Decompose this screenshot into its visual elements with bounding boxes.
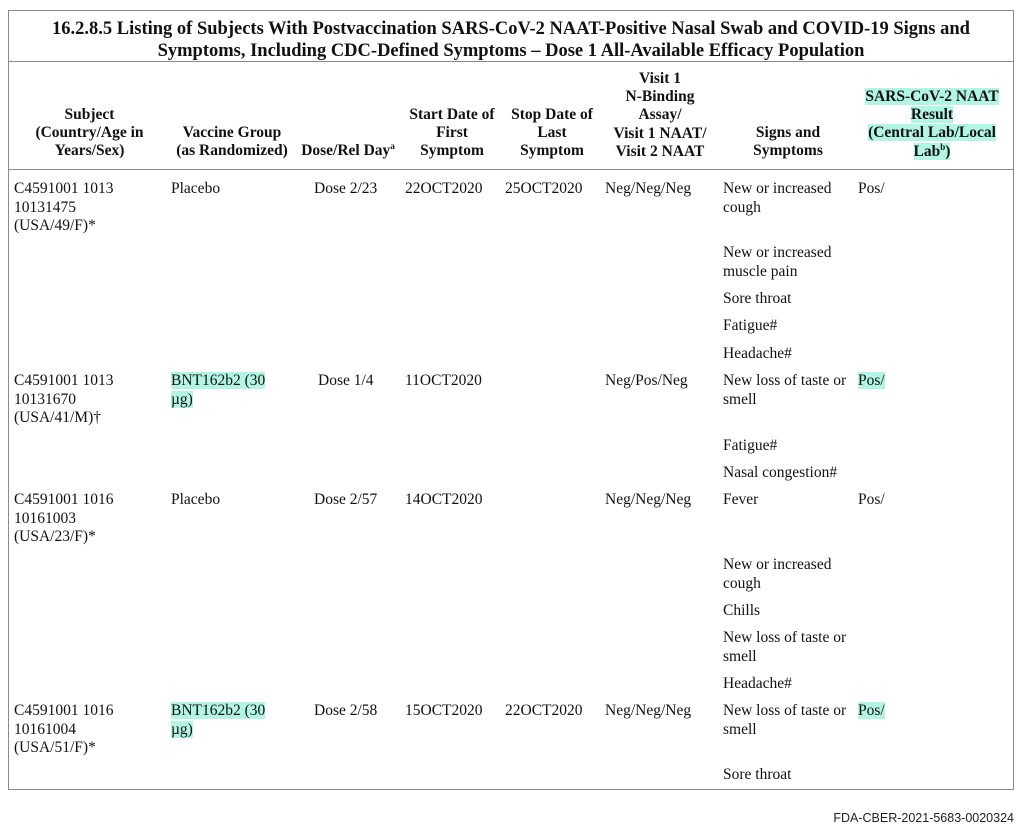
- header-divider: [9, 169, 1013, 170]
- row-3-naat-result: Pos/: [858, 491, 885, 508]
- row-3-symptom: Chills: [723, 602, 761, 619]
- row-1-visit-assay: Neg/Neg/Neg: [605, 180, 692, 197]
- row-4-dose: Dose 2/58: [314, 702, 378, 719]
- row-1-symptom: Sore throat: [723, 290, 792, 307]
- header-naat-result: SARS-CoV-2 NAAT Result (Central Lab/Local Lab$^b$): [865, 88, 999, 160]
- row-1-symptom: Fatigue#: [723, 317, 778, 334]
- row-3-start-date: 14OCT2020: [405, 491, 483, 508]
- row-2-symptom: New loss of taste or smell: [723, 372, 847, 408]
- row-1-naat-result: Pos/: [858, 180, 885, 197]
- row-3-symptom: Headache#: [723, 675, 792, 692]
- page-title: [8, 18, 1014, 62]
- header-dose-rel-day: Dose/Rel Day$^a$: [301, 140, 395, 159]
- row-2-start-date: 11OCT2020: [405, 372, 482, 389]
- row-1-start-date: 22OCT2020: [405, 180, 483, 197]
- title-line-2: Symptoms, Including CDC-Defined Symptoms – Dose 1 All-Available Efficacy Population: [157, 41, 865, 61]
- row-1-subject: C4591001 1013 10131475 (USA/49/F)*: [14, 180, 114, 234]
- row-3-vaccine-group: Placebo: [171, 491, 221, 508]
- row-4-vaccine-group: BNT162b2 (30 µg): [171, 702, 266, 738]
- row-2-visit-assay: Neg/Pos/Neg: [605, 372, 688, 389]
- header-stop-date: Stop Date of Last Symptom: [511, 106, 593, 160]
- row-3-visit-assay: Neg/Neg/Neg: [605, 491, 692, 508]
- header-visit-assay: Visit 1 N-Binding Assay/ Visit 1 NAAT/ Visit 2 NAAT: [613, 70, 707, 160]
- row-4-start-date: 15OCT2020: [405, 702, 483, 719]
- document-id-footer: FDA-CBER-2021-5683-0020324: [833, 811, 1014, 825]
- row-1-stop-date: 25OCT2020: [505, 180, 583, 197]
- row-1-vaccine-group: Placebo: [171, 180, 221, 197]
- row-4-naat-result: Pos/: [858, 702, 885, 719]
- row-3-subject: C4591001 1016 10161003 (USA/23/F)*: [14, 491, 114, 545]
- header-subject: Subject (Country/Age in Years/Sex): [35, 106, 144, 160]
- row-1-symptom: New or increased muscle pain: [723, 244, 832, 280]
- row-2-naat-result: Pos/: [858, 372, 885, 389]
- title-line-1: 16.2.8.5 Listing of Subjects With Postvaccination SARS-CoV-2 NAAT-Positive Nasal Swab and COVID-19 Signs and: [52, 19, 970, 39]
- row-1-symptom: Headache#: [723, 345, 792, 362]
- row-2-subject: C4591001 1013 10131670 (USA/41/M)†: [14, 372, 114, 426]
- row-2-dose: Dose 1/4: [318, 372, 374, 389]
- header-signs-symptoms: Signs and Symptoms: [753, 124, 823, 160]
- row-2-vaccine-group: BNT162b2 (30 µg): [171, 372, 266, 408]
- row-3-symptom: Fever: [723, 491, 759, 508]
- row-1-dose: Dose 2/23: [314, 180, 378, 197]
- row-2-symptom: Nasal congestion#: [723, 464, 838, 481]
- row-4-symptom: Sore throat: [723, 766, 792, 783]
- header-start-date: Start Date of First Symptom: [409, 106, 495, 160]
- row-4-stop-date: 22OCT2020: [505, 702, 583, 719]
- row-1-symptom: New or increased cough: [723, 180, 832, 216]
- title-divider: [9, 61, 1013, 62]
- row-2-symptom: Fatigue#: [723, 437, 778, 454]
- row-3-symptom: New or increased cough: [723, 556, 832, 592]
- row-3-dose: Dose 2/57: [314, 491, 378, 508]
- row-4-subject: C4591001 1016 10161004 (USA/51/F)*: [14, 702, 114, 756]
- header-vaccine-group: Vaccine Group (as Randomized): [176, 124, 288, 160]
- row-3-symptom: New loss of taste or smell: [723, 629, 847, 665]
- row-4-symptom: New loss of taste or smell: [723, 702, 847, 738]
- row-4-visit-assay: Neg/Neg/Neg: [605, 702, 692, 719]
